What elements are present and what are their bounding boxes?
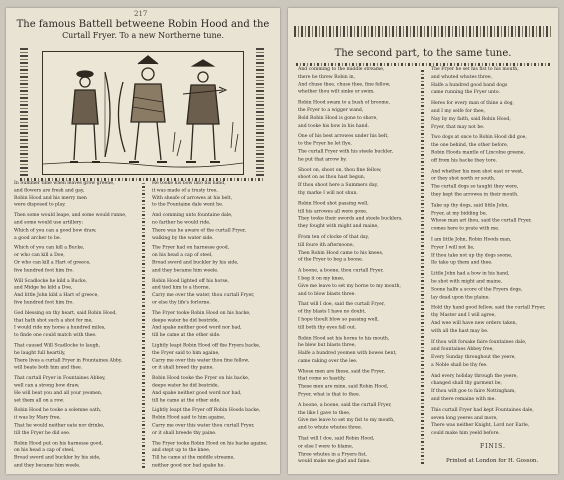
verse-line: Robin Hoods mantle of Lincolne greene, bbox=[431, 150, 525, 156]
verse-line: If thou wilt forsake faire fountaines dale, bbox=[431, 339, 527, 345]
verse-line: Fryer, that may not be. bbox=[431, 124, 485, 130]
verse-line: Robin Hood and his merry men bbox=[14, 195, 87, 201]
verse-line: till both thy eyes fall out. bbox=[298, 325, 357, 331]
woodcut-figures bbox=[43, 52, 243, 174]
verse-line: seven long yeeres and more, bbox=[431, 415, 498, 421]
verse-line: and flowers are fresh and gay, bbox=[14, 188, 85, 194]
verse-line: and there remaine with me. bbox=[431, 397, 496, 403]
verse-line: Robin Hood he tooke a solemne oath, bbox=[14, 408, 102, 414]
verse-line: or they shot north or south, bbox=[431, 177, 496, 183]
verse-line: If thou wilt goe to faire Nottingham, bbox=[431, 389, 516, 395]
verse-line: Robin Hood shot passing well, bbox=[298, 201, 369, 207]
verse-line: thy marke I will not shun. bbox=[298, 190, 358, 196]
verse-line: There was neither Knight, Lord nor Earle, bbox=[431, 423, 530, 429]
verse-line: The Fryer tooke Robin Hood on his backe, bbox=[152, 311, 251, 316]
verse-line: well can a strong bow draw, bbox=[14, 383, 80, 389]
second-part-title: The second part, to the same tune. bbox=[334, 48, 512, 59]
printer-imprint: Printed at London for H. Gosson. bbox=[446, 458, 539, 464]
ornament-border-left bbox=[20, 48, 28, 176]
verse-line: Hold thy hand good fellow, said the curtall Fryer, bbox=[431, 305, 546, 311]
right-ballad-page bbox=[288, 8, 558, 474]
verse-line: five hundred foot him fro. bbox=[14, 268, 74, 273]
verse-line: The Fryer he set his fist to his mouth, bbox=[431, 66, 519, 72]
verse-line: He tooke his bow into his hand, bbox=[152, 180, 226, 186]
verse-line: no farther he would ride, bbox=[152, 220, 211, 226]
verse-line: From ten of clocke of that day, bbox=[298, 235, 370, 240]
verse-line: the one behind, the other before, bbox=[431, 142, 509, 148]
verse-line: Which of you can kill a Bucke, bbox=[14, 245, 85, 251]
verse-line: set them all on a row. bbox=[14, 398, 65, 404]
ballad-column-2 bbox=[152, 180, 268, 470]
verse-line: With sheafe of arrowes at his belt, bbox=[152, 195, 233, 201]
verse-line: I hope thoult blow so passing well, bbox=[298, 317, 379, 323]
verse-line: or it shall breed thy paine. bbox=[152, 365, 214, 371]
verse-line: till he came at the other side. bbox=[152, 333, 221, 338]
column-divider bbox=[142, 182, 145, 468]
verse-line: there he threw Robin in, bbox=[298, 74, 356, 80]
verse-line: Two dogs at once to Robin Hood did goe, bbox=[431, 135, 527, 141]
verse-line: The Fryer had on harnesse good, bbox=[152, 245, 230, 251]
verse-line: And every holiday through the yeere, bbox=[431, 373, 518, 379]
verse-line: Lightly leapt the Fryer off Robin Hoods backe, bbox=[152, 408, 261, 414]
verse-line: Whose men are these, said the Fryer, bbox=[298, 369, 385, 375]
verse-line: Fryer I will not lie, bbox=[431, 245, 475, 251]
verse-line: neither good nor bad spake he. bbox=[152, 463, 225, 469]
ballad-subtitle: Curtall Fryer. To a new Northerne tune. bbox=[62, 31, 224, 40]
verse-line: I beg it on my knee, bbox=[298, 276, 345, 282]
verse-line: Then some would leape, and some would runne, bbox=[14, 213, 127, 219]
verse-line: till the Fryer he did see. bbox=[14, 430, 71, 436]
verse-line: God blessing on thy heart, said Robin Hood, bbox=[14, 311, 117, 316]
verse-line: Fryer, what is that to thee. bbox=[298, 392, 361, 398]
ornament-header-band bbox=[294, 26, 552, 37]
verse-line: they kept the arrowes in their mouth. bbox=[431, 192, 519, 198]
verse-line: a good archer to be. bbox=[14, 235, 62, 241]
verse-line: Robin Hood said to him againe, bbox=[152, 415, 226, 421]
verse-line: Give me leave to set my fist to my mouth, bbox=[298, 418, 395, 424]
verse-line: a Noble shall be thy fee. bbox=[431, 362, 488, 368]
verse-line: Carry me over this water thou curtall Fryer, bbox=[152, 423, 255, 429]
verse-line: and some would use artillery: bbox=[14, 220, 84, 226]
verse-line: till he came at the other side. bbox=[152, 398, 221, 404]
verse-line: Soone halfe a score of the Fryers dogs, bbox=[431, 287, 523, 293]
verse-line: Will Scadlocke he kild a Bucke, bbox=[14, 278, 88, 284]
verse-line: The curtall dogs so taught they were, bbox=[431, 184, 519, 190]
verse-line: And spake neither good word nor bad, bbox=[152, 390, 242, 396]
verse-line: If thou shoot here a Summers day, bbox=[298, 183, 379, 189]
verse-line: He will beat you and all your yeomen, bbox=[14, 390, 103, 396]
ballad-title: The famous Battell betweene Robin Hood and the bbox=[16, 19, 270, 30]
verse-line: And comming to the middle streame, bbox=[298, 66, 385, 72]
verse-line: deepe water he did bestride, bbox=[152, 383, 219, 389]
ballad-column-1 bbox=[14, 180, 126, 470]
verse-line: Three whutes in a Fryers fist, bbox=[298, 451, 367, 457]
verse-line: he laught full heartily, bbox=[14, 350, 66, 356]
verse-line: And chuse thee, chuse thee, fine fellow, bbox=[298, 82, 391, 88]
verse-line: and tooke his bow in his hand. bbox=[298, 123, 369, 129]
verse-line: they fought with might and maine, bbox=[298, 224, 379, 230]
verse-line: lay dead upon the plaine. bbox=[431, 294, 490, 300]
verse-line: or it shall breede thy paine. bbox=[152, 430, 217, 436]
verse-line: There was he aware of the curtall Fryer, bbox=[152, 228, 246, 234]
verse-line: That he would neither eate nor drinke, bbox=[14, 423, 105, 429]
verse-line: Then Robin Hood came to his knees, bbox=[298, 250, 384, 256]
verse-line: deepe water he did bestride, bbox=[152, 318, 219, 324]
verse-line: And spake neither good word nor bad, bbox=[152, 325, 242, 331]
verse-line: Shoot on, shoot on, thou fine fellow, bbox=[298, 167, 382, 173]
verse-line: or else thy life's forlorne. bbox=[152, 300, 211, 306]
ornament-border-right bbox=[256, 48, 264, 176]
verse-line: That will I doe, said Robin Hood, bbox=[298, 436, 375, 442]
verse-line: it was by Mary free, bbox=[14, 415, 61, 421]
verse-line: it was made of a trusty tree, bbox=[152, 188, 218, 194]
verse-line: Halfe a hundred yeomen with bowes bent, bbox=[298, 351, 397, 357]
verse-line: and they became him weele. bbox=[152, 268, 219, 273]
verse-line: The curtall Fryer with his steele buckler, bbox=[298, 149, 394, 155]
verse-line: Or who can kill a Hart of greece, bbox=[14, 260, 91, 266]
verse-line: comes here to prate with me. bbox=[431, 226, 500, 232]
verse-line: Till he came at the middle streame, bbox=[152, 455, 235, 461]
verse-line: and stept up to the knee, bbox=[152, 448, 211, 454]
verse-line: on his head a cap of steel, bbox=[14, 448, 75, 454]
verse-line: Robin Hood set his horne to his mouth, bbox=[298, 335, 390, 341]
verse-line: till his arrowes all were gone, bbox=[298, 209, 368, 214]
verse-line: And wee will have new orders taken, bbox=[431, 321, 517, 327]
verse-line: walking by the water side. bbox=[152, 235, 214, 241]
verse-line: came raking over the lee. bbox=[298, 358, 358, 364]
verse-line: Heres for every man of thine a dog, bbox=[431, 101, 515, 107]
verse-line: he blew but blasts three, bbox=[298, 343, 356, 349]
verse-line: Nay by my faith, said Robin Hood, bbox=[431, 116, 511, 122]
woodcut-illustration bbox=[42, 51, 244, 175]
verse-line: That caused Will Scadlocke to laugh, bbox=[14, 343, 101, 349]
verse-line: the like I gave to thee, bbox=[298, 410, 351, 416]
verse-line: A boone, a boone, said the curtall Fryer, bbox=[298, 403, 392, 408]
verse-line: till foure ith afternoone, bbox=[298, 242, 355, 248]
verse-line: This curtall Fryer had kept Fountaines dale, bbox=[431, 407, 534, 413]
verse-line: of thy blasts I have no doubt, bbox=[298, 309, 366, 315]
verse-line: came running the Fryer unto. bbox=[431, 90, 500, 96]
verse-line: In Summer time when leaves grow greene, bbox=[14, 180, 115, 186]
verse-line: Robin Hood put on his harnesse good, bbox=[14, 441, 103, 446]
verse-line: Whose man art thou, said the curtall Fryer, bbox=[431, 218, 532, 224]
verse-line: They tooke their swords and steele bucklers, bbox=[298, 216, 403, 222]
verse-line: I am little John, Robin Hoods man, bbox=[431, 237, 512, 243]
verse-line: Which of you can a good bow draw, bbox=[14, 228, 97, 234]
verse-line: The Fryer tooke Robin Hood on his backe againe, bbox=[152, 441, 268, 446]
verse-line: Take up thy dogs, said little John, bbox=[431, 203, 509, 209]
verse-line: thy Master and I will agree, bbox=[431, 313, 496, 319]
verse-line: five hundred foot him fro. bbox=[14, 300, 74, 306]
verse-line: and I my selfe for thee, bbox=[431, 108, 486, 114]
verse-line: the Fryer to a wigger wand, bbox=[298, 108, 364, 114]
verse-line: that hath shot such a shot for me, bbox=[14, 318, 93, 324]
verse-line: shoot on as thou hast begun, bbox=[298, 175, 366, 181]
verse-line: And little John kild a Hart of greece, bbox=[14, 293, 99, 299]
verse-line: And comming unto fountaine dale, bbox=[152, 213, 233, 219]
verse-line: Fryer, at my bidding be, bbox=[431, 211, 488, 217]
verse-line: Robin Hood tooke the Fryer on his backe, bbox=[152, 376, 250, 381]
verse-line: Robin Hood swam to a bush of broome, bbox=[298, 100, 390, 106]
verse-line: or else I were to blame, bbox=[298, 444, 354, 450]
verse-line: Broad sword and buckler by his side, bbox=[152, 260, 239, 266]
verse-line: whether thou wilt sinke or swim. bbox=[298, 89, 375, 95]
verse-line: and fountaines Abbey free, bbox=[431, 347, 494, 353]
verse-line: were disposed to play. bbox=[14, 203, 66, 208]
verse-line: Halfe a hundred good band dogs bbox=[431, 82, 508, 88]
ballad-column-4 bbox=[431, 66, 545, 438]
verse-line: on his head a cap of steel, bbox=[152, 253, 213, 259]
finis-mark: FINIS. bbox=[480, 443, 506, 450]
verse-line: A boone, a boone, thou curtall Fryer, bbox=[298, 268, 384, 274]
verse-line: to the Fryer he let flye, bbox=[298, 141, 352, 147]
verse-line: the Fryer said to him againe, bbox=[152, 350, 220, 356]
verse-line: and they became him weele. bbox=[14, 463, 81, 469]
verse-line: changed shall thy garment be, bbox=[431, 381, 502, 387]
verse-line: Little John had a bow in his hand, bbox=[431, 271, 510, 277]
verse-line: If thou take not up thy dogs soone, bbox=[431, 252, 513, 258]
verse-line: That curtall Fryer in Fountaines Abbey, bbox=[14, 376, 106, 381]
verse-line: of the Fryer to beg a boone. bbox=[298, 258, 364, 263]
verse-line: And whether his men shot east or west, bbox=[431, 169, 524, 175]
verse-line: Ile take up them and thee. bbox=[431, 260, 493, 266]
column-divider bbox=[421, 68, 424, 464]
ballad-column-3 bbox=[298, 66, 403, 466]
verse-line: Bold Robin Hood is gone to shore, bbox=[298, 115, 378, 121]
verse-line: and Midge he kild a Doe, bbox=[14, 285, 73, 291]
verse-line: and whuted whutes three, bbox=[431, 74, 493, 80]
verse-line: I would ride my horse a hundred miles, bbox=[14, 325, 106, 331]
verse-line: with all the hast may be. bbox=[431, 328, 489, 334]
verse-line: to the Fountaine dale went he. bbox=[152, 203, 224, 208]
verse-line: Carry me over the water, thou curtall Fryer, bbox=[152, 293, 255, 299]
page-number: 217 bbox=[134, 10, 148, 18]
verse-line: Give me leave to set my horne to my mouth, bbox=[298, 283, 401, 289]
verse-line: Broad sword and buckler by his side, bbox=[14, 455, 101, 461]
verse-line: could make him yeeld before. bbox=[431, 431, 500, 437]
verse-line: Every Sunday throughout the yeere, bbox=[431, 355, 516, 361]
verse-line: and tied him to a thorne, bbox=[152, 285, 210, 291]
verse-line: and to whute whutes three. bbox=[298, 426, 363, 431]
verse-line: he put that arrow by. bbox=[298, 157, 347, 163]
verse-line: These men are mine, said Robin Hood, bbox=[298, 384, 389, 390]
verse-line: that come so hastily, bbox=[298, 377, 346, 383]
left-ballad-page bbox=[6, 8, 280, 474]
verse-line: Carry me over this water thou fine fellow, bbox=[152, 358, 250, 364]
verse-line: he shot with might and maine, bbox=[431, 279, 503, 285]
verse-line: will beate both him and thee. bbox=[14, 365, 83, 371]
verse-line: off from his backe they tore. bbox=[431, 158, 497, 164]
verse-line: or who can kill a Doe, bbox=[14, 253, 65, 259]
verse-line: That will I doe, said the curtall Fryer, bbox=[298, 302, 385, 308]
verse-line: to finde one could match with thee. bbox=[14, 333, 97, 338]
verse-line: would make me glad and faine. bbox=[298, 459, 371, 465]
verse-line: and to blow blasts three. bbox=[298, 291, 356, 297]
verse-line: There lives a curtall Fryer in Fountaines Abby, bbox=[14, 358, 123, 364]
verse-line: Lightly leapt Robin Hood off the Fryers backe, bbox=[152, 343, 261, 349]
verse-line: Robin Hood lighted off his horse, bbox=[152, 278, 229, 284]
verse-line: One of his best arrowes under his belt, bbox=[298, 134, 389, 140]
